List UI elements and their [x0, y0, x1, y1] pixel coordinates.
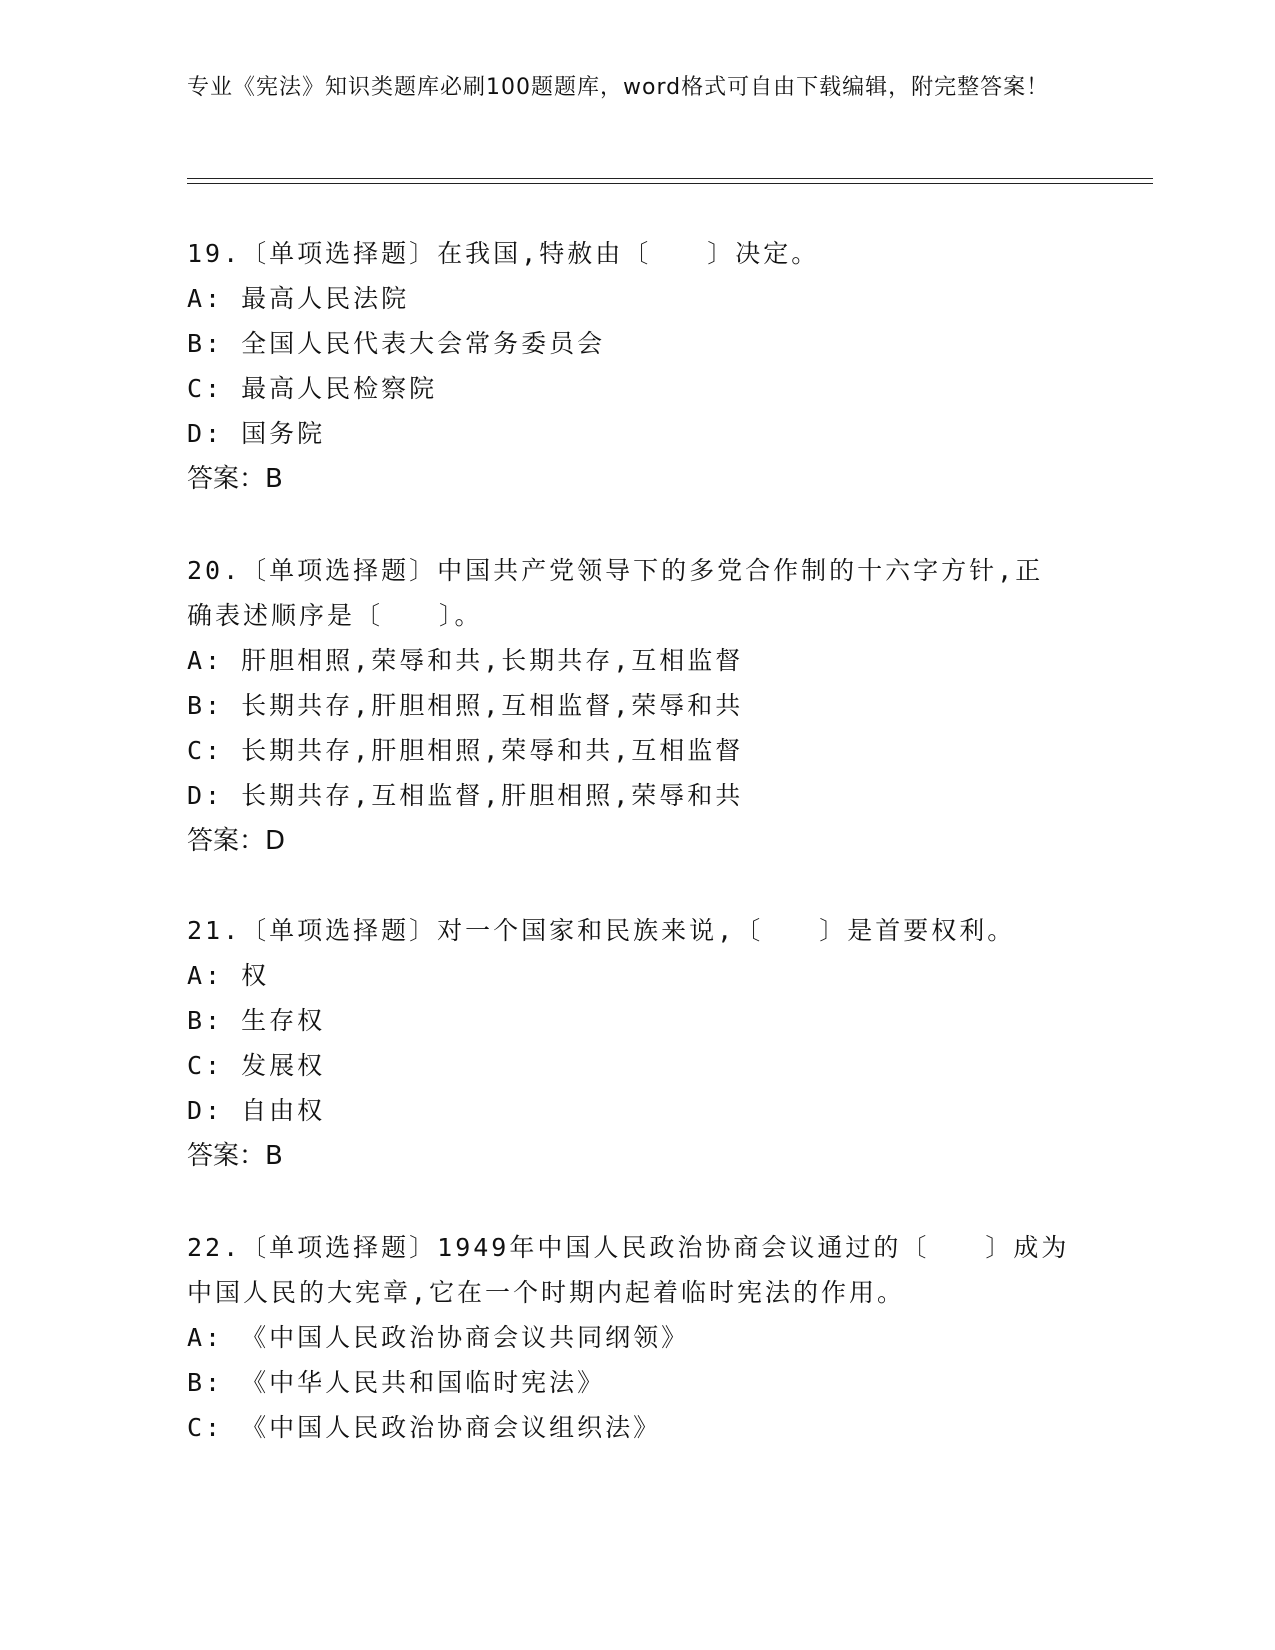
option-c: C: 发展权 — [187, 1051, 326, 1080]
answer: 答案：D — [187, 826, 286, 856]
option-c: C: 《中国人民政治协商会议组织法》 — [187, 1413, 662, 1442]
option-d: D: 国务院 — [187, 419, 326, 448]
question-stem-cont: 中国人民的大宪章,它在一个时期内起着临时宪法的作用。 — [187, 1278, 906, 1307]
question-stem: 22.〔单项选择题〕1949年中国人民政治协商会议通过的〔 〕成为 — [187, 1233, 1070, 1262]
answer: 答案：B — [187, 1141, 283, 1171]
option-d: D: 自由权 — [187, 1096, 326, 1125]
question-stem: 20.〔单项选择题〕中国共产党领导下的多党合作制的十六字方针,正 — [187, 556, 1044, 585]
question-stem-cont: 确表述顺序是〔 〕。 — [187, 601, 483, 630]
question-stem: 19.〔单项选择题〕在我国,特赦由〔 〕决定。 — [187, 239, 820, 268]
option-c: C: 最高人民检察院 — [187, 374, 438, 403]
option-a: A: 权 — [187, 961, 270, 990]
question-stem: 21.〔单项选择题〕对一个国家和民族来说,〔 〕是首要权利。 — [187, 916, 1016, 945]
option-a: A: 《中国人民政治协商会议共同纲领》 — [187, 1323, 690, 1352]
option-b: B: 生存权 — [187, 1006, 326, 1035]
document-header: 专业《宪法》知识类题库必刷100题题库，word格式可自由下载编辑，附完整答案！ — [187, 75, 1050, 100]
option-c: C: 长期共存,肝胆相照,荣辱和共,互相监督 — [187, 736, 744, 765]
option-a: A: 肝胆相照,荣辱和共,长期共存,互相监督 — [187, 646, 744, 675]
option-d: D: 长期共存,互相监督,肝胆相照,荣辱和共 — [187, 781, 744, 810]
option-b: B: 《中华人民共和国临时宪法》 — [187, 1368, 606, 1397]
answer: 答案：B — [187, 464, 283, 494]
option-b: B: 长期共存,肝胆相照,互相监督,荣辱和共 — [187, 691, 744, 720]
option-b: B: 全国人民代表大会常务委员会 — [187, 329, 606, 358]
header-divider-bottom — [187, 183, 1153, 184]
option-a: A: 最高人民法院 — [187, 284, 410, 313]
header-divider-top — [187, 178, 1153, 179]
